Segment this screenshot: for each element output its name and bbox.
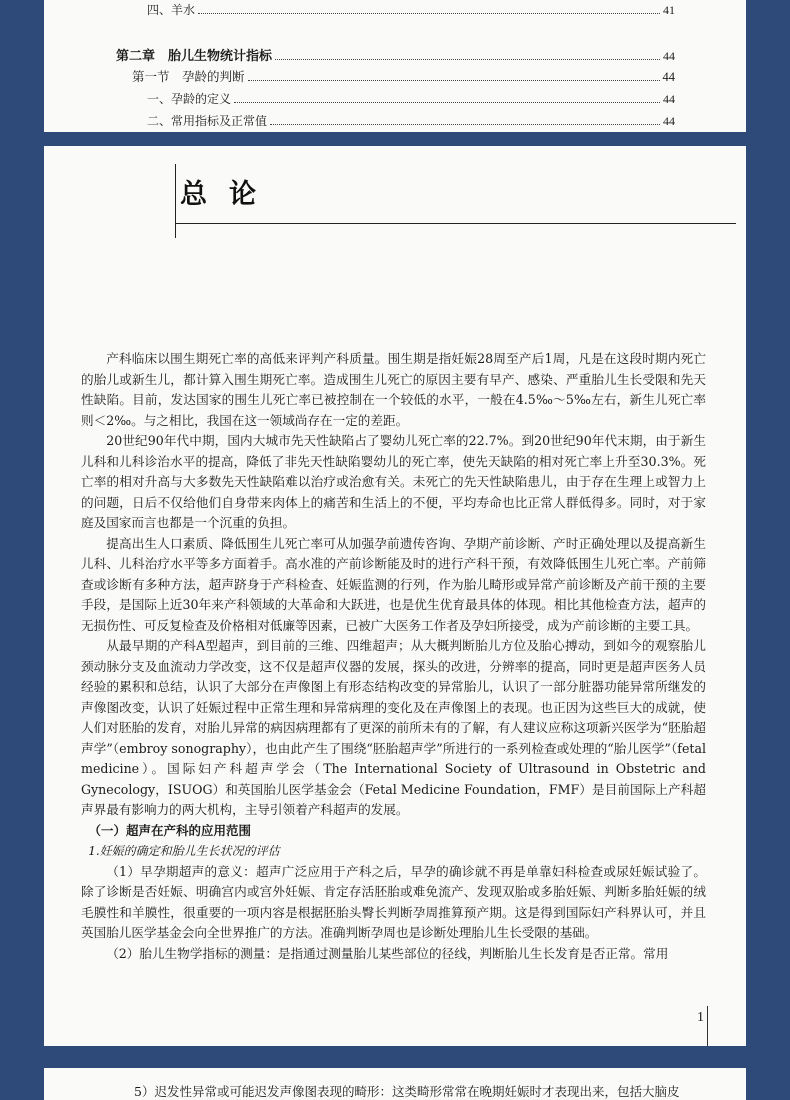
paragraph: 产科临床以围生期死亡率的高低来评判产科质量。围生期是指妊娠28周至产后1周，凡是在这段时期内死亡的胎儿或新生儿，都计算入围生期死亡率。造成围生儿死亡的原因主要有早产、感染、严重胎儿生长受限和先天性缺陷。目前，发达国家的围生儿死亡率已被控制在一个较低的水平，一般在4.5‰～5‰左右，新生儿死亡率则＜2‰。与之相比，我国在这一领域尚存在一定的差距。: [81, 351, 706, 428]
toc-entry-page: 41: [663, 3, 675, 17]
section-heading: （一）超声在产科的应用范围: [88, 822, 252, 838]
toc-subsection: [147, 111, 675, 129]
title-frame-line: [175, 224, 176, 238]
toc-entry-page: 44: [662, 70, 675, 84]
toc-section: [132, 67, 675, 85]
toc-entry-label: 一、孕龄的定义: [147, 92, 232, 106]
paragraph: （1）早孕期超声的意义：超声广泛应用于产科之后，早孕的确诊就不再是单靠妇科检查或尿妊娠试验了。除了诊断是否妊娠、明确宫内或宫外妊娠、肯定存活胚胎或难免流产、发现双胎或多胎妊娠、判断多胎妊娠的绒毛膜性和羊膜性，很重要的一项内容是根据胚胎头臀长判断孕周推算预产期。这是得到国际妇产科界认可，并且英国胎儿医学基金会向全世界推广的方法。准确判断孕周也是诊断处理胎儿生长受限的基础。: [81, 863, 706, 940]
toc-leader-dots: [270, 124, 660, 125]
toc-entry-label: 第一节 孕龄的判断: [132, 69, 245, 84]
toc-leader-dots: [275, 59, 660, 60]
paragraph: 20世纪90年代中期，国内大城市先天性缺陷占了婴幼儿死亡率的22.7%。到20世纪90年代末期，由于新生儿科和儿科诊治水平的提高，降低了非先天性缺陷婴幼儿的死亡率，使先天缺陷的相对死亡率上升至30.3%。死亡率的相对升高与大多数先天性缺陷难以治疗或治愈有关。未死亡的先天性缺陷患儿，由于存在生理上或智力上的问题，日后不仅给他们自身带来肉体上的痛苦和生活上的不便，平均寿命也比正常人群低得多。同时，对于家庭及国家而言也都是一个沉重的负担。: [81, 433, 706, 530]
toc-entry-label: 二、常用指标及正常值: [147, 114, 268, 128]
chapter-title: 总论: [180, 179, 278, 210]
paragraph: 提高出生人口素质、降低围生儿死亡率可从加强孕前遗传咨询、孕期产前诊断、产时正确处理以及提高新生儿科、儿科治疗水平等多方面着手。高水准的产前诊断能及时的进行产科干预，有效降低围生儿死亡率。产前筛查或诊断有多种方法，超声跻身于产科检查、妊娠监测的行列，作为胎儿畸形或异常产前诊断及产前干预的主要手段，是国际上近30年来产科领域的大革命和大跃进，也是优生优育最具体的体现。相比其他检查方法，超声的无损伤性、可反复检查及价格相对低廉等因素，已被广大医务工作者及孕妇所接受，成为产前诊断的主要工具。: [81, 535, 706, 633]
toc-entry-page: 44: [663, 114, 675, 128]
toc-entry-label: 四、羊水: [147, 3, 196, 17]
page-number: 1: [697, 1010, 704, 1025]
toc-entry: [147, 0, 675, 18]
next-page-first-line: 5）迟发性异常或可能迟发声像图表现的畸形：这类畸形常常在晚期妊娠时才表现出来，包括大脑皮: [134, 1084, 680, 1099]
toc-page: [44, 0, 746, 132]
next-page: [44, 1068, 746, 1100]
chapter-title-frame: [175, 164, 736, 224]
subsection-heading: 1.妊娠的确定和胎儿生长状况的评估: [88, 844, 280, 858]
toc-entry-page: 44: [663, 49, 675, 63]
body-text: [81, 349, 706, 964]
paragraph: （2）胎儿生物学指标的测量：是指通过测量胎儿某些部位的径线，判断胎儿生长发育是否正常。常用: [106, 945, 669, 961]
toc-leader-dots: [234, 102, 660, 103]
toc-entry-page: 44: [663, 92, 675, 106]
toc-entry-label: 第二章 胎儿生物统计指标: [116, 49, 273, 64]
toc-leader-dots: [198, 13, 660, 14]
toc-leader-dots: [248, 80, 660, 81]
paragraph: 从最早期的产科A型超声，到目前的三维、四维超声；从大概判断胎儿方位及胎心搏动，到如今的观察胎儿颈动脉分支及血流动力学改变，这不仅是超声仪器的发展，探头的改进，分辨率的提高，同时更是超声医务人员经验的累积和总结，认识了大部分在声像图上有形态结构改变的异常胎儿，认识了一部分脏器功能异常所继发的声像图改变，认识了妊娠过程中正常生理和异常病理的变化及在声像图上的表现。也正因为这些巨大的成就，使人们对胚胎的发育，对胎儿异常的病因病理都有了更深的前所未有的了解，有人建议应称这项新兴医学为“胚胎超声学”（embroy sonography），也由此产生了围绕“胚胎超声学”所进行的一系列检查或处理的“胎儿医学”（fetal medicine）。国际妇产科超声学会（The International Society of Ultrasound in Obstetric and Gynecology，ISUOG）和英国胎儿医学基金会（Fetal Medicine Foundation，FMF）是目前国际上产科超声界最有影响力的两大机构，主导引领着产科超声的发展。: [81, 638, 706, 817]
page-number-rule: [707, 1006, 708, 1046]
document-page: [44, 146, 746, 1046]
toc-chapter: [116, 46, 675, 64]
toc-subsection: [147, 89, 675, 107]
